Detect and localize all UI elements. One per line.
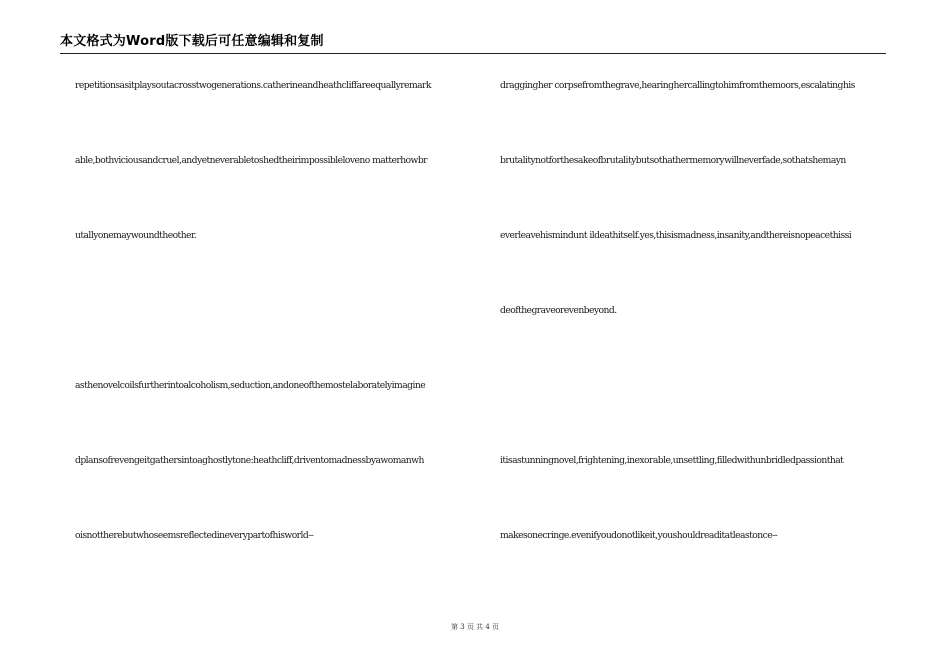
right-line-3: everleavehismindunt ildeathitself.yes,thisismadness,insanity,andthereisnopeacethissi (500, 230, 852, 241)
left-line-6: oisnottherebutwhoseemsreflectedineverypartofhisworld-- (75, 530, 314, 541)
right-line-4: deofthegraveorevenbeyond. (500, 305, 617, 316)
right-line-1: draggingher corpsefromthegrave,hearinghercallingtohimfromthemoors,escalatinghis (500, 80, 855, 91)
right-line-6: makesonecringe.evenifyoudonotlikeit,youshouldreaditatleastonce-- (500, 530, 778, 541)
left-line-4: asthenovelcoilsfurtherintoalcoholism,seduction,andoneofthemostelaboratelyimagine (75, 380, 426, 391)
page-header (60, 33, 886, 54)
left-line-1: repetitionsasitplaysoutacrosstwogenerations.catherineandheathcliffareequallyremark (75, 80, 431, 91)
header-title: 本文格式为Word版下载后可任意编辑和复制 (60, 34, 324, 49)
right-line-2: brutalitynotforthesakeofbrutalitybutsothathermemorywillneverfade,sothatshemayn (500, 155, 846, 166)
left-line-5: dplansofrevengeitgathersintoaghostlytone:heathcliff,driventomadnessbyawomanwh (75, 455, 424, 466)
page-footer: 第 3 页 共 4 页 (450, 623, 500, 631)
left-line-3: utallyonemaywoundtheother. (75, 230, 197, 241)
left-line-2: able,bothviciousandcruel,andyetneverabletoshedtheirimpossibleloveno matterhowbr (75, 155, 428, 166)
right-line-5: itisastunningnovel,frightening,inexorable,unsettling,filledwithunbridledpassionthat (500, 455, 844, 466)
